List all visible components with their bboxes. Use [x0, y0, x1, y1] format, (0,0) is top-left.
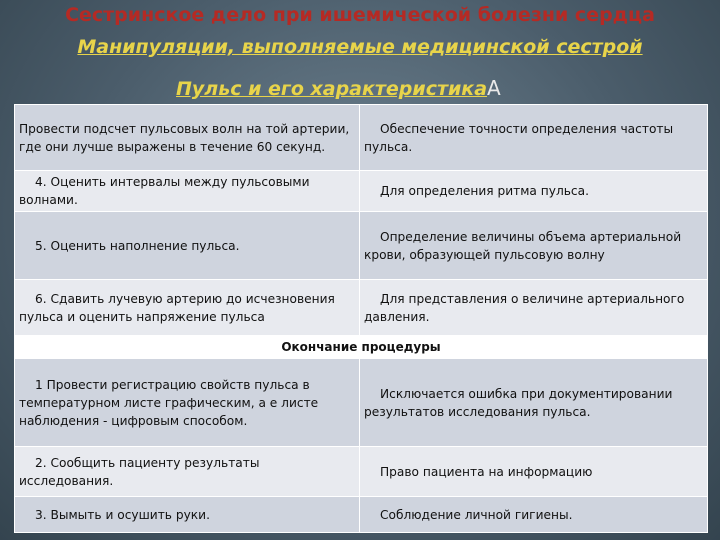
section-heading [176, 76, 501, 100]
table-row [15, 280, 708, 336]
heading-suffix: А [487, 76, 501, 100]
table-row [15, 171, 708, 212]
procedure-table [14, 104, 708, 533]
action-cell: 4. Оценить интервалы между пульсовыми волнами. [15, 171, 360, 212]
table-row [15, 497, 708, 533]
slide-title: Сестринское дело при ишемической болезни сердца [65, 4, 655, 26]
action-cell: 2. Сообщить пациенту результаты исследования. [15, 447, 360, 497]
reason-cell: Право пациента на информацию [360, 447, 708, 497]
table-row [15, 359, 708, 447]
reason-cell: Исключается ошибка при документировании результатов исследования пульса. [360, 359, 708, 447]
table-row [15, 105, 708, 171]
reason-cell: Обеспечение точности определения частоты пульса. [360, 105, 708, 171]
reason-cell: Определение величины объема артериальной крови, образующей пульсовую волну [360, 212, 708, 280]
reason-cell: Для определения ритма пульса. [360, 171, 708, 212]
action-cell: 3. Вымыть и осушить руки. [15, 497, 360, 533]
action-cell: Провести подсчет пульсовых волн на той артерии, где они лучше выражены в течение 60 секунд. [15, 105, 360, 171]
section-label: Окончание процедуры [15, 336, 708, 359]
reason-cell: Соблюдение личной гигиены. [360, 497, 708, 533]
slide-subtitle: Манипуляции, выполняемые медицинской сестрой [77, 36, 643, 58]
heading-text: Пульс и его характеристика [176, 78, 488, 100]
action-cell: 6. Сдавить лучевую артерию до исчезновения пульса и оценить напряжение пульса [15, 280, 360, 336]
section-row [15, 336, 708, 359]
action-cell: 5. Оценить наполнение пульса. [15, 212, 360, 280]
table-row [15, 212, 708, 280]
table-row [15, 447, 708, 497]
action-cell: 1 Провести регистрацию свойств пульса в температурном листе графическим, а е листе наблюдения - цифровым способом. [15, 359, 360, 447]
reason-cell: Для представления о величине артериального давления. [360, 280, 708, 336]
